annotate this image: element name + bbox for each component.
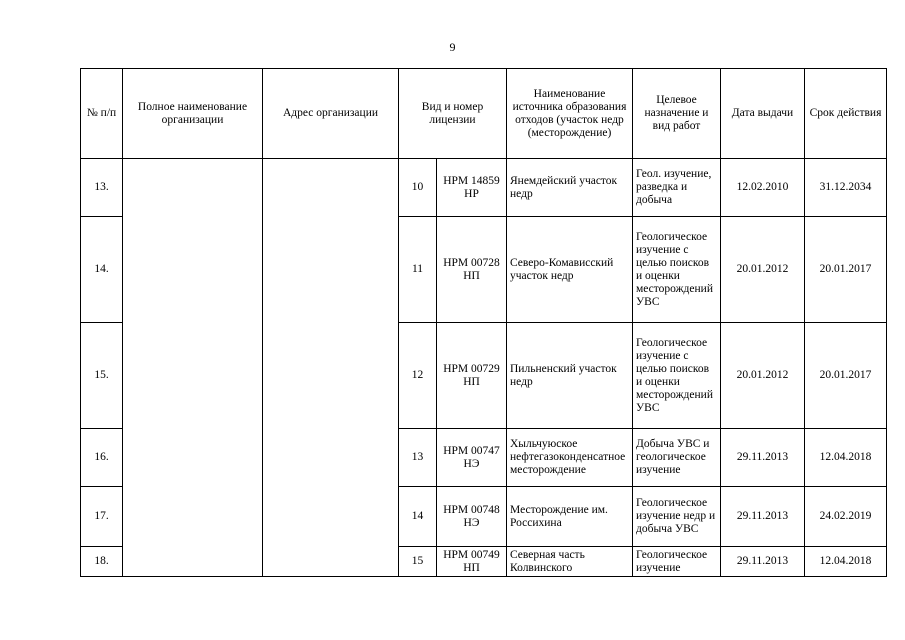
header-issue-date: Дата выдачи <box>721 69 805 159</box>
header-purpose: Целевое назначение и вид работ <box>633 69 721 159</box>
page-number: 9 <box>449 40 456 54</box>
issue-date: 29.11.2013 <box>721 547 805 577</box>
source-name: Северо-Комависский участок недр <box>507 217 633 323</box>
license-index: 11 <box>399 217 437 323</box>
validity: 24.02.2019 <box>805 487 887 547</box>
validity: 20.01.2017 <box>805 323 887 429</box>
source-name: Хыльчуюское нефтегазоконденсатное месторождение <box>507 429 633 487</box>
license-number: НРМ 00729 НП <box>437 323 507 429</box>
row-num: 18. <box>81 547 123 577</box>
license-index: 13 <box>399 429 437 487</box>
issue-date: 29.11.2013 <box>721 429 805 487</box>
license-index: 14 <box>399 487 437 547</box>
license-number: НРМ 14859 НР <box>437 159 507 217</box>
purpose: Геологическое изучение с целью поисков и оценки месторождений УВС <box>633 217 721 323</box>
validity: 12.04.2018 <box>805 429 887 487</box>
header-address: Адрес организации <box>263 69 399 159</box>
header-source: Наименование источника образования отходов (участок недр (месторождение) <box>507 69 633 159</box>
license-number: НРМ 00748 НЭ <box>437 487 507 547</box>
header-validity: Срок действия <box>805 69 887 159</box>
header-license: Вид и номер лицензии <box>399 69 507 159</box>
purpose: Геологическое изучение с целью поисков и оценки месторождений УВС <box>633 323 721 429</box>
row-num: 16. <box>81 429 123 487</box>
source-name: Месторождение им. Россихина <box>507 487 633 547</box>
table-row <box>81 159 887 217</box>
license-index: 10 <box>399 159 437 217</box>
source-name: Северная часть Колвинского <box>507 547 633 577</box>
row-num: 13. <box>81 159 123 217</box>
org-name-cell <box>123 159 263 577</box>
license-number: НРМ 00747 НЭ <box>437 429 507 487</box>
row-num: 14. <box>81 217 123 323</box>
validity: 20.01.2017 <box>805 217 887 323</box>
row-num: 17. <box>81 487 123 547</box>
issue-date: 20.01.2012 <box>721 323 805 429</box>
source-name: Янемдейский участок недр <box>507 159 633 217</box>
validity: 31.12.2034 <box>805 159 887 217</box>
purpose: Геологическое изучение недр и добыча УВС <box>633 487 721 547</box>
purpose: Геологическое изучение <box>633 547 721 577</box>
validity: 12.04.2018 <box>805 547 887 577</box>
issue-date: 12.02.2010 <box>721 159 805 217</box>
license-number: НРМ 00728 НП <box>437 217 507 323</box>
license-number: НРМ 00749 НП <box>437 547 507 577</box>
row-num: 15. <box>81 323 123 429</box>
header-org-name: Полное наименование организации <box>123 69 263 159</box>
license-index: 12 <box>399 323 437 429</box>
license-index: 15 <box>399 547 437 577</box>
issue-date: 29.11.2013 <box>721 487 805 547</box>
license-table <box>80 68 887 577</box>
header-num: № п/п <box>81 69 123 159</box>
source-name: Пильненский участок недр <box>507 323 633 429</box>
issue-date: 20.01.2012 <box>721 217 805 323</box>
purpose: Добыча УВС и геологическое изучение <box>633 429 721 487</box>
purpose: Геол. изучение, разведка и добыча <box>633 159 721 217</box>
address-cell <box>263 159 399 577</box>
table-header-row <box>81 69 887 159</box>
